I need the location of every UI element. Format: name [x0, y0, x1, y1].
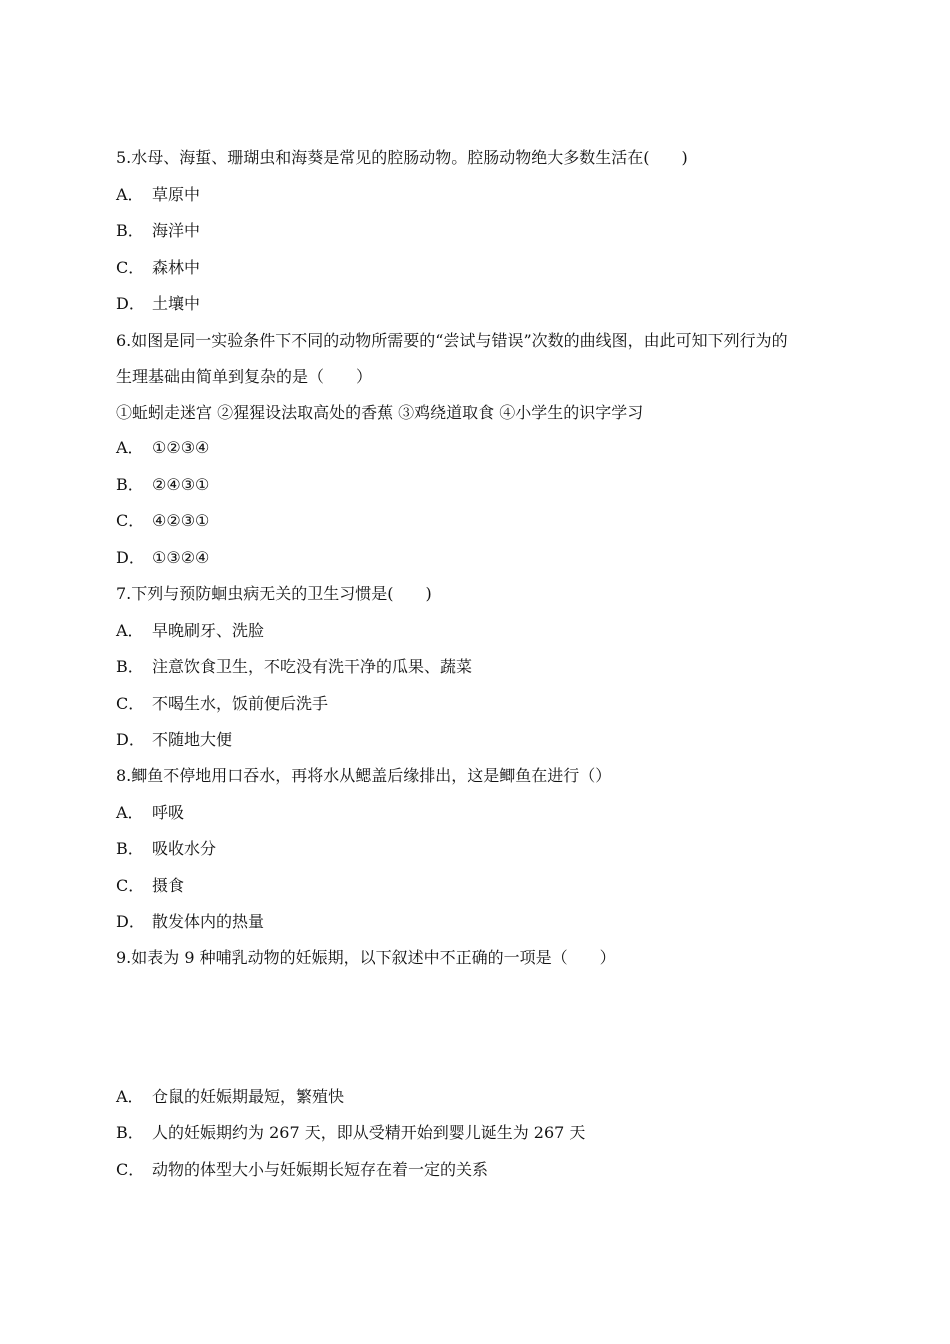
question-7-stem: 7.下列与预防蛔虫病无关的卫生习惯是( )	[116, 584, 432, 603]
option-text: 不随地大便	[152, 730, 233, 749]
question-5-option-c	[116, 258, 200, 278]
option-letter: B．	[116, 1123, 144, 1142]
question-5-stem: 5.水母、海蜇、珊瑚虫和海葵是常见的腔肠动物。腔肠动物绝大多数生活在( )	[116, 148, 688, 167]
option-letter: C．	[116, 258, 145, 277]
question-8-option-a	[116, 803, 184, 823]
question-9-option-c	[116, 1160, 488, 1180]
question-8-option-b	[116, 839, 216, 859]
option-text: 土壤中	[152, 294, 201, 313]
option-letter: A．	[116, 803, 144, 822]
option-text: 海洋中	[152, 221, 201, 240]
table-placeholder	[116, 980, 816, 1080]
question-9-option-a	[116, 1087, 344, 1107]
option-text: 草原中	[152, 185, 201, 204]
option-text: 呼吸	[152, 803, 185, 822]
question-7-option-c	[116, 694, 328, 714]
question-6-option-d	[116, 548, 209, 568]
question-7-option-b	[116, 657, 472, 677]
option-text: ②④③①	[152, 475, 210, 494]
option-letter: D．	[116, 912, 145, 931]
option-text: 散发体内的热量	[152, 912, 265, 931]
option-letter: D．	[116, 294, 145, 313]
option-letter: A．	[116, 438, 144, 457]
option-letter: C．	[116, 694, 145, 713]
question-8-option-d	[116, 912, 264, 932]
question-7-option-a	[116, 621, 264, 641]
option-text: 摄食	[152, 876, 185, 895]
option-letter: C．	[116, 876, 145, 895]
question-9-stem: 9.如表为 9 种哺乳动物的妊娠期，以下叙述中不正确的一项是（ ）	[116, 948, 616, 967]
question-8-option-c	[116, 876, 184, 896]
option-letter: C．	[116, 511, 145, 530]
option-letter: D．	[116, 730, 145, 749]
question-6-option-c	[116, 511, 209, 531]
question-6-option-b	[116, 475, 209, 495]
option-text: 仓鼠的妊娠期最短，繁殖快	[152, 1087, 345, 1106]
question-5-option-d	[116, 294, 200, 314]
option-text: 动物的体型大小与妊娠期长短存在着一定的关系	[152, 1160, 489, 1179]
question-6-stem-line-1: 6.如图是同一实验条件下不同的动物所需要的“尝试与错误”次数的曲线图，由此可知下列行为的	[116, 331, 788, 350]
question-5-option-b	[116, 221, 200, 241]
option-letter: A．	[116, 1087, 144, 1106]
option-text: ①③②④	[152, 548, 210, 567]
option-letter: D．	[116, 548, 145, 567]
option-text: 吸收水分	[152, 839, 217, 858]
question-6-option-a	[116, 438, 209, 458]
option-text: 人的妊娠期约为 267 天，即从受精开始到婴儿诞生为 267 天	[152, 1123, 586, 1142]
option-text: ①②③④	[152, 438, 210, 457]
question-6-stem-line-3: ①蚯蚓走迷宫 ②猩猩设法取高处的香蕉 ③鸡绕道取食 ④小学生的识字学习	[116, 403, 644, 422]
question-6-stem-line-2: 生理基础由简单到复杂的是（ ）	[116, 367, 373, 386]
option-letter: B．	[116, 657, 144, 676]
option-text: 注意饮食卫生，不吃没有洗干净的瓜果、蔬菜	[152, 657, 473, 676]
option-text: 不喝生水，饭前便后洗手	[152, 694, 329, 713]
option-letter: B．	[116, 221, 144, 240]
option-text: ④②③①	[152, 511, 210, 530]
question-8-stem: 8.鲫鱼不停地用口吞水，再将水从鳃盖后缘排出，这是鲫鱼在进行（）	[116, 766, 612, 785]
option-letter: C．	[116, 1160, 145, 1179]
option-text: 森林中	[152, 258, 201, 277]
option-letter: A．	[116, 621, 144, 640]
option-letter: A．	[116, 185, 144, 204]
option-text: 早晚刷牙、洗脸	[152, 621, 265, 640]
question-5-option-a	[116, 185, 200, 205]
option-letter: B．	[116, 475, 144, 494]
question-9-option-b	[116, 1123, 585, 1143]
question-7-option-d	[116, 730, 232, 750]
option-letter: B．	[116, 839, 144, 858]
